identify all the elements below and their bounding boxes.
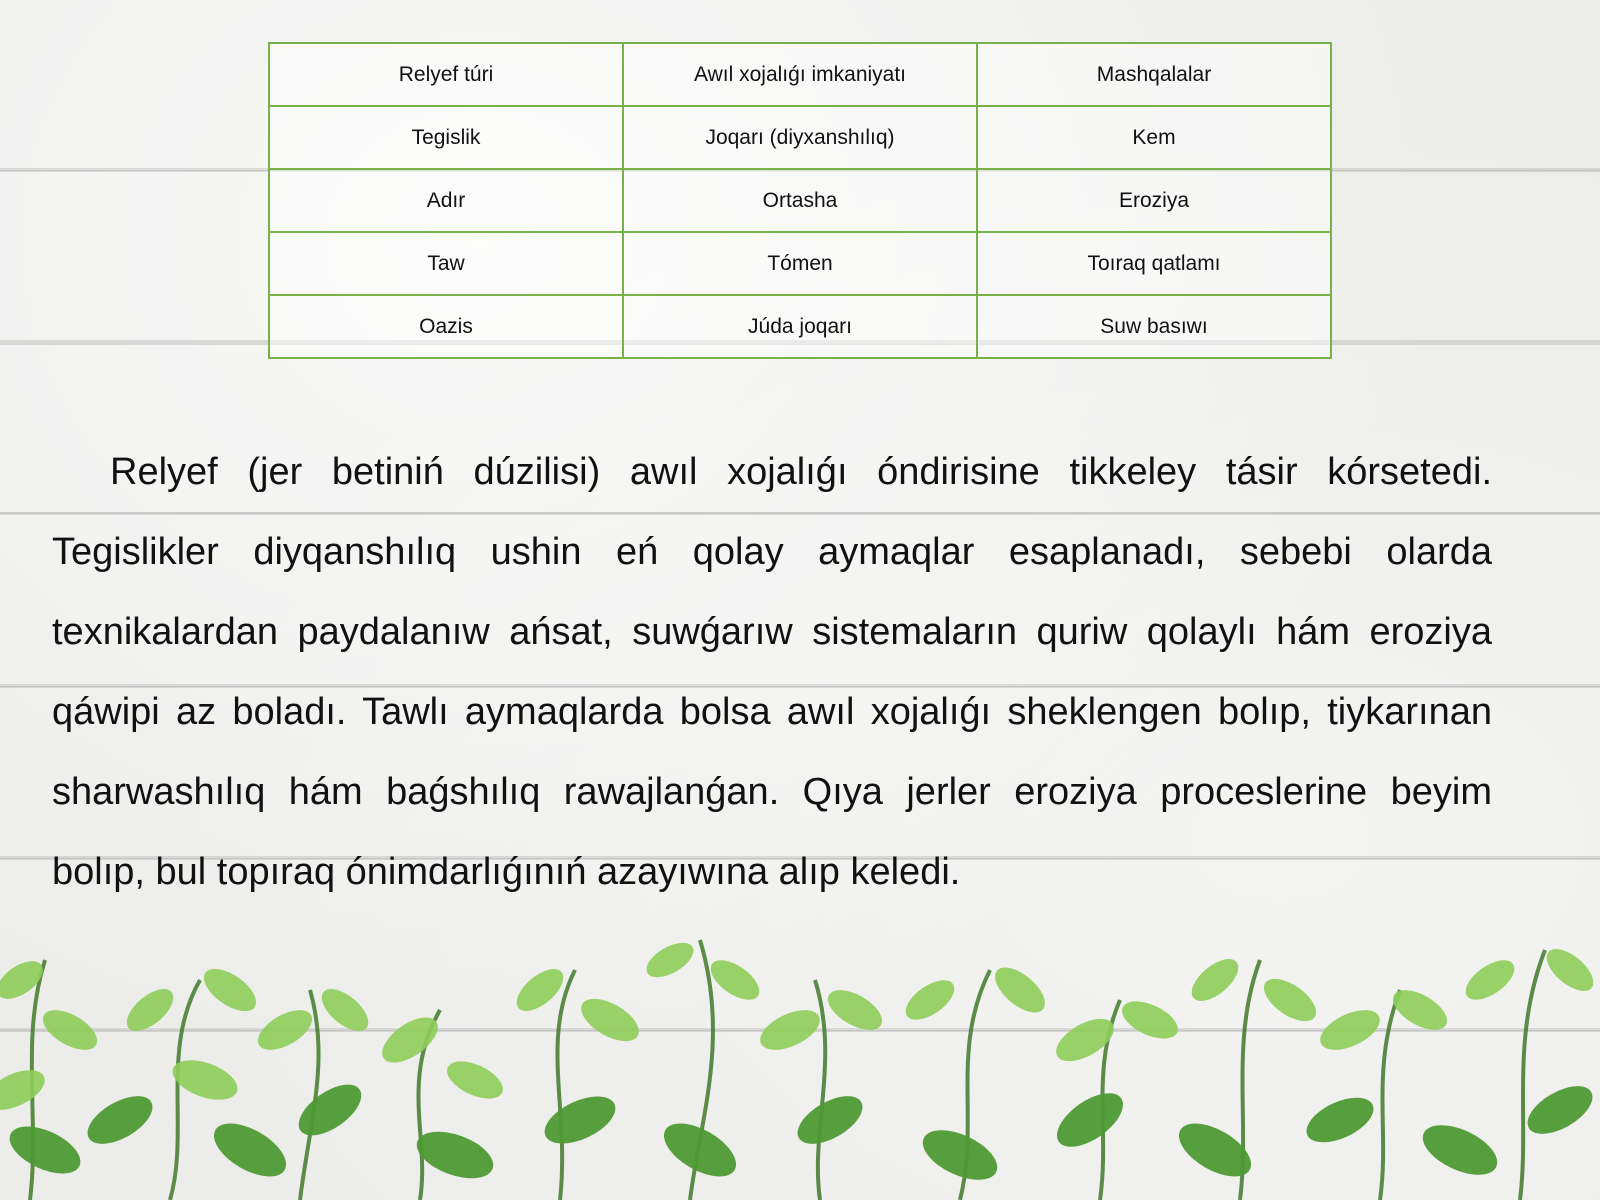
table-header-row (269, 43, 1331, 106)
table-row (269, 295, 1331, 358)
table-row (269, 232, 1331, 295)
table-cell: Kem (977, 106, 1331, 169)
table-cell: Suw basıwı (977, 295, 1331, 358)
table-cell: Tegislik (269, 106, 623, 169)
table-cell: Taw (269, 232, 623, 295)
body-paragraph: Relyef (jer betiniń dúzilisi) awıl xojalıǵı óndirisine tikkeley tásir kórsetedi. Tegislikler diyqanshılıq ushin eń qolay aymaqlar esaplanadı, sebebi olarda texnikalardan paydalanıw ańsat, suwǵarıw sistemaların quriw qolaylı hám eroziya qáwipi az boladı. Tawlı aymaqlarda bolsa awıl xojalıǵı sheklengen bolıp, tiykarınan sharwashılıq hám baǵshılıq rawajlanǵan. Qıya jerler eroziya proceslerine beyim bolıp, bul topıraq ónimdarlıǵınıń azayıwına alıp keledi. (52, 451, 1492, 893)
table-cell: Joqarı (diyxanshılıq) (623, 106, 977, 169)
relief-table (268, 42, 1332, 359)
table-header-cell: Relyef túri (269, 43, 623, 106)
table-header-cell: Mashqalalar (977, 43, 1331, 106)
table-cell: Oazis (269, 295, 623, 358)
leaves-decoration (0, 920, 1600, 1200)
table-row (269, 106, 1331, 169)
table-cell: Adır (269, 169, 623, 232)
table-cell: Eroziya (977, 169, 1331, 232)
table-cell: Tómen (623, 232, 977, 295)
table-row (269, 169, 1331, 232)
table-cell: Ortasha (623, 169, 977, 232)
table-cell: Júda joqarı (623, 295, 977, 358)
table-cell: Toıraq qatlamı (977, 232, 1331, 295)
table-header-cell: Awıl xojalıǵı imkaniyatı (623, 43, 977, 106)
